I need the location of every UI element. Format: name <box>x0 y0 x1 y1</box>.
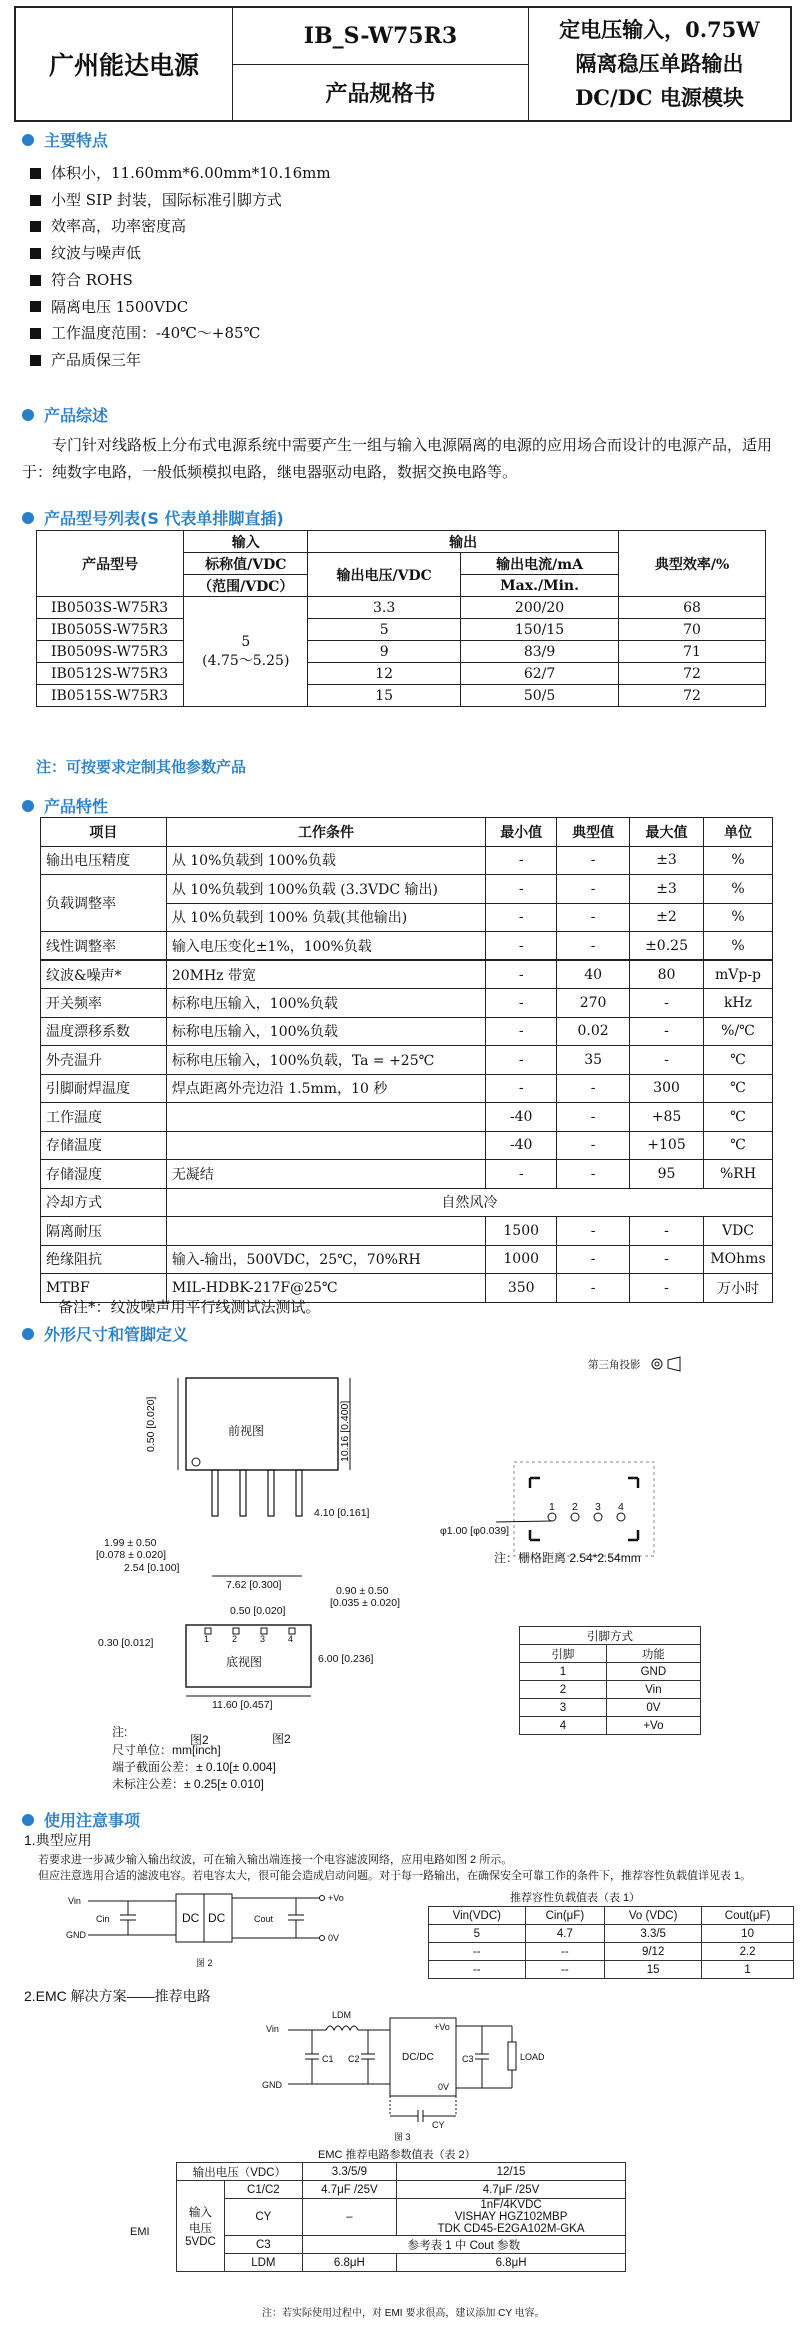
features-title: 主要特点 <box>22 128 108 151</box>
table-row: 1 GND <box>520 1663 701 1681</box>
svg-text:3: 3 <box>595 1501 601 1513</box>
model-cell: IB0515S-W75R3 <box>37 685 184 707</box>
svg-text:Vin: Vin <box>266 2024 279 2034</box>
svg-text:2: 2 <box>232 1634 238 1644</box>
table-row <box>37 619 766 641</box>
svg-text:4: 4 <box>288 1634 294 1644</box>
svg-text:图 2: 图 2 <box>196 1958 213 1968</box>
third-angle-label: 第三角投影 <box>588 1359 641 1371</box>
usage-s1-text1: 若要求进一步减少输入输出纹波，可在输入输出端连接一个电容滤波网络，应用电路如图 2 所示。 <box>38 1854 513 1866</box>
usage-s2-title: 2.EMC 解决方案——推荐电路 <box>24 1988 211 2004</box>
table-row: 线性调整率 输入电压变化±1%，100%负载 - - ±0.25 % <box>41 932 773 961</box>
svg-text:0.90 ± 0.50: 0.90 ± 0.50 <box>336 1585 389 1597</box>
bullet-dot-icon <box>22 134 34 146</box>
emi-label: EMI <box>130 2226 150 2238</box>
bullet-dot-icon <box>22 1814 34 1826</box>
col-header-range: （范围/VDC） <box>184 575 308 597</box>
square-bullet-icon <box>30 355 41 366</box>
table-row <box>37 641 766 663</box>
header-description <box>529 8 790 120</box>
svg-text:CY: CY <box>432 2120 445 2130</box>
table-row: LDM 6.8μH 6.8μH <box>177 2254 626 2272</box>
table-row: 温度漂移系数 标称电压输入，100%负载 - 0.02 - %/℃ <box>41 1017 773 1046</box>
typical-circuit <box>0 1882 430 1974</box>
table-row: 4 +Vo <box>520 1717 701 1735</box>
vout-cell: 3.3 <box>308 597 461 619</box>
svg-text:1: 1 <box>549 1501 555 1513</box>
vout-cell: 5 <box>308 619 461 641</box>
col-header-input: 输入 <box>184 531 308 553</box>
bullet-dot-icon <box>22 409 34 421</box>
svg-text:注:: 注: <box>112 1725 128 1739</box>
desc-line-3: DC/DC 电源模块 <box>575 85 744 110</box>
features-list <box>30 160 331 374</box>
list-item: 体积小，11.60mm*6.00mm*10.16mm <box>30 160 331 187</box>
table-row: 绝缘阻抗 输入-输出，500VDC，25℃，70%RH 1000 - - MOhms <box>41 1245 773 1274</box>
svg-text:+Vo: +Vo <box>434 2022 450 2032</box>
eff-cell: 72 <box>619 663 766 685</box>
iout-cell: 200/20 <box>461 597 619 619</box>
svg-text:4.10 [0.161]: 4.10 [0.161] <box>314 1507 370 1519</box>
eff-cell: 72 <box>619 685 766 707</box>
svg-text:4: 4 <box>618 1501 624 1513</box>
table-row: 输入 电压 5VDC C1/C2 4.7μF /25V 4.7μF /25V <box>177 2181 626 2199</box>
table-row: -- -- 9/12 2.2 <box>429 1943 794 1961</box>
bullet-dot-icon <box>22 512 34 524</box>
table-row: MTBF MIL-HDBK-217F@25℃ 350 - - 万小时 <box>41 1274 773 1303</box>
footprint-grid <box>514 1462 654 1556</box>
table-row: 负载调整率 从 10%负载到 100%负载 (3.3VDC 输出) - - ±3 % <box>41 875 773 904</box>
table-row: 工作温度 -40 - +85 ℃ <box>41 1103 773 1132</box>
svg-text:7.62 [0.300]: 7.62 [0.300] <box>226 1579 282 1591</box>
pin-table-title: 引脚方式 <box>520 1627 701 1645</box>
overview-text: 专门针对线路板上分布式电源系统中需要产生一组与输入电源隔离的电源的应用场合而设计的电源产品，适用于：纯数字电路，一般低频模拟电路，继电器驱动电路，数据交换电路等。 <box>22 436 773 481</box>
col-header-iout: 输出电流/mA <box>461 553 619 575</box>
svg-text:10.16 [0.400]: 10.16 [0.400] <box>339 1400 351 1462</box>
capacitive-load-table: Vin(VDC) Cin(μF) Vo (VDC) Cout(μF) 5 4.7 3.3/5 10 -- -- 9/12 2.2 -- -- 15 1 <box>428 1906 794 1979</box>
specs-title: 产品特性 <box>22 794 108 817</box>
table-row <box>37 597 766 619</box>
svg-text:尺寸单位：mm[inch]: 尺寸单位：mm[inch] <box>112 1743 221 1757</box>
svg-text:[0.078 ± 0.020]: [0.078 ± 0.020] <box>96 1549 166 1561</box>
square-bullet-icon <box>30 328 41 339</box>
usage-s1-text2: 但应注意选用合适的滤波电容。若电容太大，很可能会造成启动问题。对于每一路输出，在确保安全可靠工作的条件下，推荐容性负载值详见表 1。 <box>38 1870 752 1882</box>
svg-text:0.30 [0.012]: 0.30 [0.012] <box>98 1637 154 1649</box>
eff-cell: 70 <box>619 619 766 641</box>
col-header: 最大值 <box>630 818 704 847</box>
svg-text:0V: 0V <box>328 1933 340 1943</box>
col-header-eff: 典型效率/% <box>619 531 766 597</box>
svg-text:端子截面公差：± 0.10[± 0.004]: 端子截面公差：± 0.10[± 0.004] <box>112 1760 276 1774</box>
bullet-dot-icon <box>22 800 34 812</box>
list-item: 纹波与噪声低 <box>30 240 331 267</box>
table-row: C3 参考表 1 中 Cout 参数 <box>177 2236 626 2254</box>
projection-symbol-icon <box>652 1357 680 1371</box>
table-row: -- -- 15 1 <box>429 1961 794 1979</box>
iout-cell: 62/7 <box>461 663 619 685</box>
vout-cell: 12 <box>308 663 461 685</box>
svg-text:DC: DC <box>208 1911 226 1925</box>
model-cell: IB0505S-W75R3 <box>37 619 184 641</box>
list-item: 产品质保三年 <box>30 347 331 374</box>
desc-line-1: 定电压输入，0.75W <box>559 17 760 42</box>
iout-cell: 150/15 <box>461 619 619 641</box>
svg-text:Vin: Vin <box>68 1896 81 1906</box>
svg-text:注：栅格距离 2.54*2.54mm: 注：栅格距离 2.54*2.54mm <box>494 1551 641 1565</box>
square-bullet-icon <box>30 168 41 179</box>
spec-table <box>40 817 773 1303</box>
table-row: 开关频率 标称电压输入，100%负载 - 270 - kHz <box>41 989 773 1018</box>
table-row: 纹波&噪声* 20MHz 带宽 - 40 80 mVp-p <box>41 960 773 989</box>
square-bullet-icon <box>30 221 41 232</box>
model-cell: IB0503S-W75R3 <box>37 597 184 619</box>
square-bullet-icon <box>30 195 41 206</box>
iout-cell: 50/5 <box>461 685 619 707</box>
overview-title: 产品综述 <box>22 403 108 426</box>
table1-title: 推荐容性负载值表（表 1） <box>510 1892 641 1904</box>
svg-text:0V: 0V <box>438 2082 450 2092</box>
col-header: 典型值 <box>557 818 630 847</box>
svg-text:图 3: 图 3 <box>394 2132 411 2142</box>
emc-footnote: 注：若实际使用过程中，对 EMI 要求很高，建议添加 CY 电容。 <box>262 2308 545 2319</box>
svg-text:1.99 ± 0.50: 1.99 ± 0.50 <box>104 1537 157 1549</box>
table-row <box>37 685 766 707</box>
bottom-view-label: 底视图 <box>226 1655 263 1669</box>
svg-text:LOAD: LOAD <box>520 2052 545 2062</box>
table-row <box>37 663 766 685</box>
model-title: IB_S-W75R3 <box>233 8 528 65</box>
col-header-iout-unit: Max./Min. <box>461 575 619 597</box>
svg-text:1: 1 <box>204 1634 210 1644</box>
dimensions-title: 外形尺寸和管脚定义 <box>22 1322 188 1345</box>
svg-text:2: 2 <box>572 1501 578 1513</box>
vout-cell: 9 <box>308 641 461 663</box>
svg-text:LDM: LDM <box>332 2010 352 2020</box>
list-item: 符合 ROHS <box>30 267 331 294</box>
svg-text:11.60 [0.457]: 11.60 [0.457] <box>212 1699 273 1711</box>
list-item: 工作温度范围：-40℃～+85℃ <box>30 320 331 347</box>
svg-text:+Vo: +Vo <box>328 1893 344 1903</box>
table-row: 冷却方式 自然风冷 <box>41 1188 773 1217</box>
svg-text:0.50 [0.020]: 0.50 [0.020] <box>230 1605 286 1617</box>
model-note: 注：可按要求定制其他参数产品 <box>36 758 247 776</box>
svg-text:Cin: Cin <box>96 1914 110 1924</box>
col-header: 工作条件 <box>166 818 485 847</box>
square-bullet-icon <box>30 301 41 312</box>
table-row: 存储湿度 无凝结 - - 95 %RH <box>41 1160 773 1189</box>
header-box <box>14 6 792 122</box>
fig2-label: 图2 <box>190 1733 209 1747</box>
model-cell: IB0509S-W75R3 <box>37 641 184 663</box>
eff-cell: 68 <box>619 597 766 619</box>
svg-text:C1: C1 <box>322 2054 334 2064</box>
svg-text:C3: C3 <box>462 2054 474 2064</box>
svg-text:GND: GND <box>262 2080 282 2090</box>
eff-cell: 71 <box>619 641 766 663</box>
svg-text:GND: GND <box>66 1930 86 1940</box>
svg-text:2.54 [0.100]: 2.54 [0.100] <box>124 1562 180 1574</box>
front-view-label: 前视图 <box>228 1424 265 1438</box>
model-cell: IB0512S-W75R3 <box>37 663 184 685</box>
svg-text:φ1.00 [φ0.039]: φ1.00 [φ0.039] <box>440 1525 510 1537</box>
col-header-nominal: 标称值/VDC <box>184 553 308 575</box>
svg-text:0.50 [0.020]: 0.50 [0.020] <box>145 1396 157 1452</box>
svg-text:3: 3 <box>260 1634 266 1644</box>
table-row: 存储温度 -40 - +105 ℃ <box>41 1131 773 1160</box>
dimension-drawing <box>0 1340 806 1840</box>
svg-text:未标注公差：± 0.25[± 0.010]: 未标注公差：± 0.25[± 0.010] <box>112 1777 264 1791</box>
svg-text:Cout: Cout <box>254 1914 274 1924</box>
table-row: 5 4.7 3.3/5 10 <box>429 1925 794 1943</box>
svg-text:[0.035 ± 0.020]: [0.035 ± 0.020] <box>330 1597 400 1609</box>
usage-s1-title: 1.典型应用 <box>24 1832 92 1848</box>
header-middle <box>233 8 529 120</box>
col-header: 最小值 <box>486 818 557 847</box>
table2-title: EMC 推荐电路参数值表（表 2） <box>318 2149 476 2161</box>
col-header-vout: 输出电压/VDC <box>308 553 461 597</box>
table-row: CY – 1nF/4KVDC VISHAY HGZ102MBP TDK CD45-E2GA102M-GKA <box>177 2199 626 2236</box>
svg-text:DC/DC: DC/DC <box>402 2052 434 2063</box>
table-row: 隔离耐压 1500 - - VDC <box>41 1217 773 1246</box>
square-bullet-icon <box>30 248 41 259</box>
models-title: 产品型号列表(S 代表单排脚直插) <box>22 506 284 529</box>
table-row: 2 Vin <box>520 1681 701 1699</box>
vout-cell: 15 <box>308 685 461 707</box>
table-row: 引脚耐焊温度 焊点距离外壳边沿 1.5mm，10 秒 - - 300 ℃ <box>41 1074 773 1103</box>
input-cell: 5 (4.75～5.25) <box>184 597 308 707</box>
svg-text:C2: C2 <box>348 2054 360 2064</box>
emc-param-table: 输出电压（VDC） 3.3/5/9 12/15 输入 电压 5VDC C1/C2 4.7μF /25V 4.7μF /25V CY – 1nF/4KVDC VISHAY HGZ102MBP TDK CD45-E2GA102M-GKA C3 参考表 1 中 Cout 参数 LDM 6.8μH 6.8μH <box>176 2162 626 2272</box>
svg-text:6.00 [0.236]: 6.00 [0.236] <box>318 1653 374 1665</box>
bullet-dot-icon <box>22 1328 34 1340</box>
fig2-caption: 图2 <box>272 1732 291 1746</box>
list-item: 小型 SIP 封装，国际标准引脚方式 <box>30 187 331 214</box>
iout-cell: 83/9 <box>461 641 619 663</box>
table-row: 外壳温升 标称电压输入，100%负载，Ta = +25℃ - 35 - ℃ <box>41 1046 773 1075</box>
spec-note: 备注*：纹波噪声用平行线测试法测试。 <box>58 1298 321 1316</box>
col-header: 项目 <box>41 818 167 847</box>
table-row: 3 0V <box>520 1699 701 1717</box>
emc-circuit <box>250 2004 550 2142</box>
pin-table: 引脚方式 引脚 功能 1 GND 2 Vin 3 0V 4 +Vo <box>519 1626 701 1735</box>
svg-text:DC: DC <box>182 1911 200 1925</box>
table-row: 从 10%负载到 100% 负载(其他输出) - - ±2 % <box>41 903 773 932</box>
list-item: 隔离电压 1500VDC <box>30 294 331 321</box>
square-bullet-icon <box>30 275 41 286</box>
company-name: 广州能达电源 <box>16 8 233 120</box>
front-pins <box>212 1470 302 1516</box>
col-header-output: 输出 <box>308 531 619 553</box>
model-table <box>36 530 766 707</box>
usage-title: 使用注意事项 <box>22 1808 140 1831</box>
col-header-model: 产品型号 <box>37 531 184 597</box>
list-item: 效率高，功率密度高 <box>30 213 331 240</box>
desc-line-2: 隔离稳压单路输出 <box>575 51 744 76</box>
doc-type: 产品规格书 <box>325 80 436 107</box>
col-header: 单位 <box>704 818 773 847</box>
table-row: 输出电压精度 从 10%负载到 100%负载 - - ±3 % <box>41 846 773 875</box>
